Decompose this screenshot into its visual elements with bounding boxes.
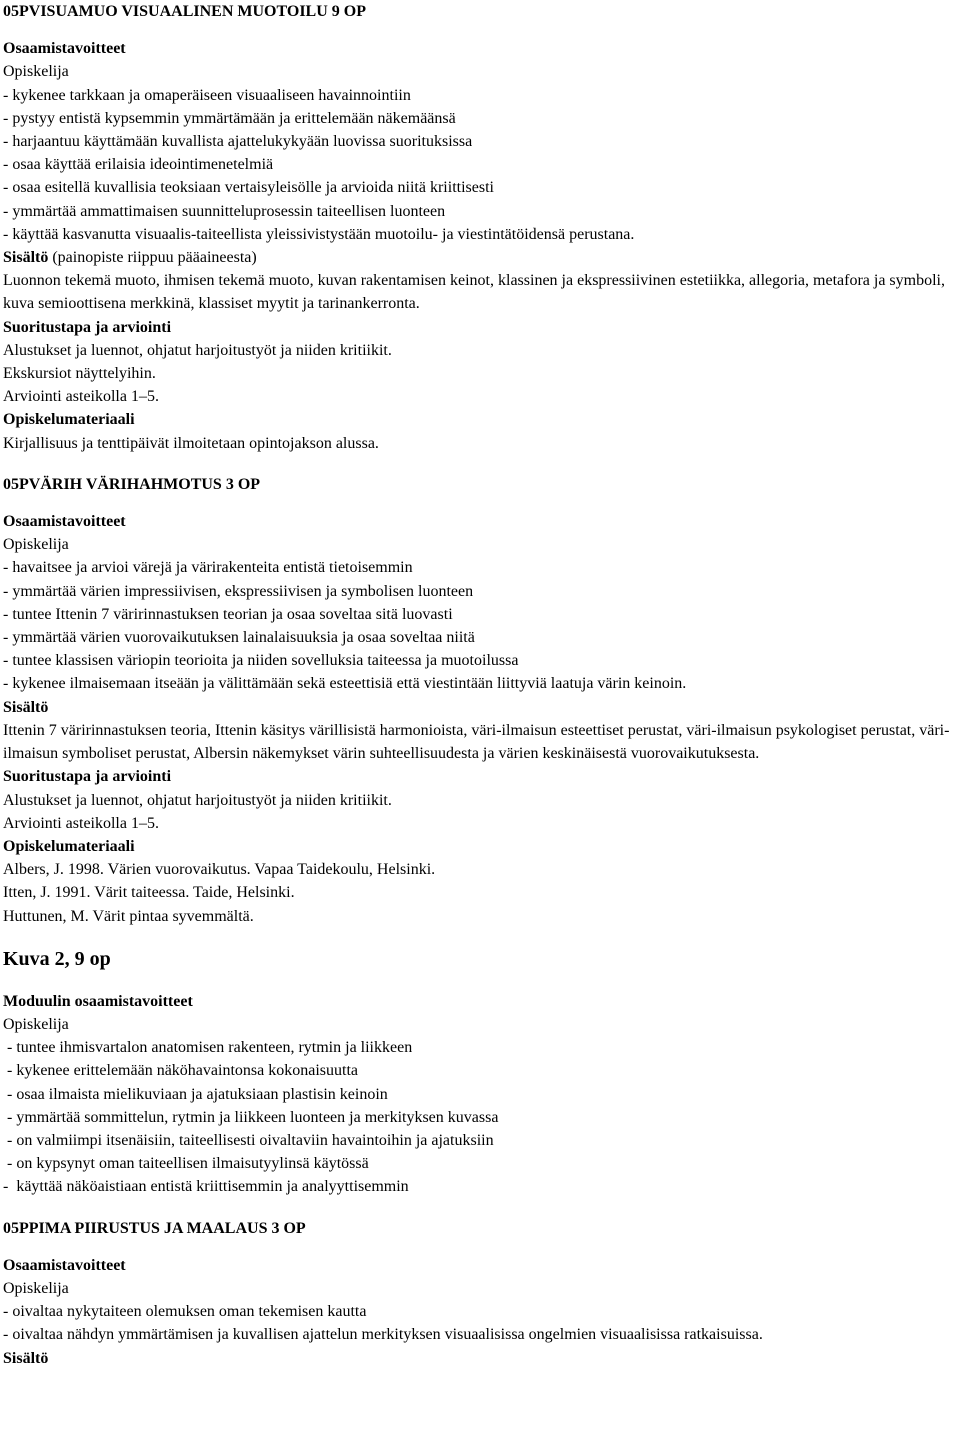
list-item: - kykenee tarkkaan ja omaperäiseen visuaaliseen havainnointiin xyxy=(3,86,411,104)
section-heading-module-goals: Moduulin osaamistavoitteet xyxy=(3,992,193,1010)
section-heading-content: Sisältö xyxy=(3,249,49,267)
section-heading-method: Suoritustapa ja arviointi xyxy=(3,768,172,786)
material-line: Huttunen, M. Värit pintaa syvemmältä. xyxy=(3,907,254,925)
content-heading-row xyxy=(3,246,960,269)
course-title: 05PVÄRIH VÄRIHAHMOTUS 3 OP xyxy=(3,475,261,493)
list-item: - käyttää kasvanutta visuaalis-taiteellista yleissivistystään muotoilu- ja viestintätöidensä perustana. xyxy=(3,225,635,243)
student-label: Opiskelija xyxy=(3,536,69,554)
section-heading-material: Opiskelumateriaali xyxy=(3,411,135,429)
goals-list xyxy=(3,84,960,246)
section-heading-goals: Osaamistavoitteet xyxy=(3,1256,126,1274)
section-heading-material: Opiskelumateriaali xyxy=(3,837,135,855)
goals-list xyxy=(3,556,960,695)
module-title: Kuva 2, 9 op xyxy=(3,947,111,970)
goals-list xyxy=(3,1300,960,1346)
list-item: - oivaltaa nähdyn ymmärtämisen ja kuvallisen ajattelun merkityksen visuaalisissa ongelmien visuaalisissa ratkaisuissa. xyxy=(3,1326,763,1344)
list-item: - oivaltaa nykytaiteen olemuksen oman tekemisen kautta xyxy=(3,1303,367,1321)
student-label: Opiskelija xyxy=(3,63,69,81)
list-item: - ymmärtää ammattimaisen suunnitteluprosessin taiteellisen luonteen xyxy=(3,202,446,220)
list-item: - pystyy entistä kypsemmin ymmärtämään ja erittelemään näkemäänsä xyxy=(3,109,456,127)
course-title: 05PPIMA PIIRUSTUS JA MAALAUS 3 OP xyxy=(3,1219,306,1237)
list-item: - on valmiimpi itsenäisiin, taiteellisesti oivaltaviin havaintoihin ja ajatuksiin xyxy=(3,1131,494,1149)
list-item: - ymmärtää värien impressiivisen, ekspressiivisen ja symbolisen luonteen xyxy=(3,582,474,600)
goals-list xyxy=(3,1036,960,1198)
list-item: - osaa käyttää erilaisia ideointimenetelmiä xyxy=(3,156,274,174)
method-line: Arviointi asteikolla 1–5. xyxy=(3,388,159,406)
section-heading-content: Sisältö xyxy=(3,698,49,716)
material-line: Itten, J. 1991. Värit taiteessa. Taide, Helsinki. xyxy=(3,884,295,902)
student-label: Opiskelija xyxy=(3,1015,69,1033)
list-item: - kykenee ilmaisemaan itseään ja välittämään sekä esteettisiä että viestintään liittyviä laatuja värin keinoin. xyxy=(3,675,687,693)
method-line: Arviointi asteikolla 1–5. xyxy=(3,814,159,832)
course-title: 05PVISUAMUO VISUAALINEN MUOTOILU 9 OP xyxy=(3,3,366,20)
material-line: Albers, J. 1998. Värien vuorovaikutus. Vapaa Taidekoulu, Helsinki. xyxy=(3,861,436,879)
list-item: - on kypsynyt oman taiteellisen ilmaisutyylinsä käytössä xyxy=(3,1155,369,1173)
list-item: - osaa esitellä kuvallisia teoksiaan vertaisyleisölle ja arvioida niitä kriittisesti xyxy=(3,179,494,197)
list-item: - tuntee klassisen väriopin teorioita ja niiden sovelluksia taiteessa ja muotoilussa xyxy=(3,652,519,670)
list-item: - ymmärtää sommittelun, rytmin ja liikkeen luonteen ja merkityksen kuvassa xyxy=(3,1108,499,1126)
content-text: Ittenin 7 väririnnastuksen teoria, Ittenin käsitys värillisistä harmonioista, väri-ilmaisun esteettiset perustat, väri-ilmaisun psykologiset perustat, väri-ilmaisun symboliset perustat, Albersin näkemykset värin suhteellisuudesta ja värien keskinäisestä vuorovaikutuksesta. xyxy=(3,721,950,763)
content-note: (painopiste riippuu pääaineesta) xyxy=(48,249,257,267)
list-item: - havaitsee ja arvioi värejä ja värirakenteita entistä tietoisemmin xyxy=(3,559,413,577)
list-item: - tuntee ihmisvartalon anatomisen rakenteen, rytmin ja liikkeen xyxy=(3,1039,413,1057)
content-text: Luonnon tekemä muoto, ihmisen tekemä muoto, kuvan rakentamisen keinot, klassinen ja ekspressiivinen estetiikka, allegoria, metafora ja symboli, kuva semioottisena merkkinä, klassiset myytit ja tarinankerronta. xyxy=(3,272,945,313)
student-label: Opiskelija xyxy=(3,1279,69,1297)
list-item: - tuntee Ittenin 7 väririnnastuksen teorian ja osaa soveltaa sitä luovasti xyxy=(3,605,453,623)
list-item: - käyttää näköaistiaan entistä kriittisemmin ja analyyttisemmin xyxy=(3,1178,409,1196)
list-item: - ymmärtää värien vuorovaikutuksen lainalaisuuksia ja osaa soveltaa niitä xyxy=(3,629,475,647)
section-heading-method: Suoritustapa ja arviointi xyxy=(3,318,172,336)
section-heading-goals: Osaamistavoitteet xyxy=(3,513,126,531)
list-item: - osaa ilmaista mielikuviaan ja ajatuksiaan plastisin keinoin xyxy=(3,1085,388,1103)
list-item: - harjaantuu käyttämään kuvallista ajattelukykyään luovissa suorituksissa xyxy=(3,133,473,151)
list-item: - kykenee erittelemään näköhavaintonsa kokonaisuutta xyxy=(3,1062,358,1080)
method-line: Alustukset ja luennot, ohjatut harjoitustyöt ja niiden kritiikit. xyxy=(3,341,392,359)
method-line: Alustukset ja luennot, ohjatut harjoitustyöt ja niiden kritiikit. xyxy=(3,791,392,809)
material-line: Kirjallisuus ja tenttipäivät ilmoitetaan opintojakson alussa. xyxy=(3,434,379,452)
section-heading-goals: Osaamistavoitteet xyxy=(3,40,126,58)
section-heading-content: Sisältö xyxy=(3,1349,49,1367)
method-line: Ekskursiot näyttelyihin. xyxy=(3,365,156,383)
